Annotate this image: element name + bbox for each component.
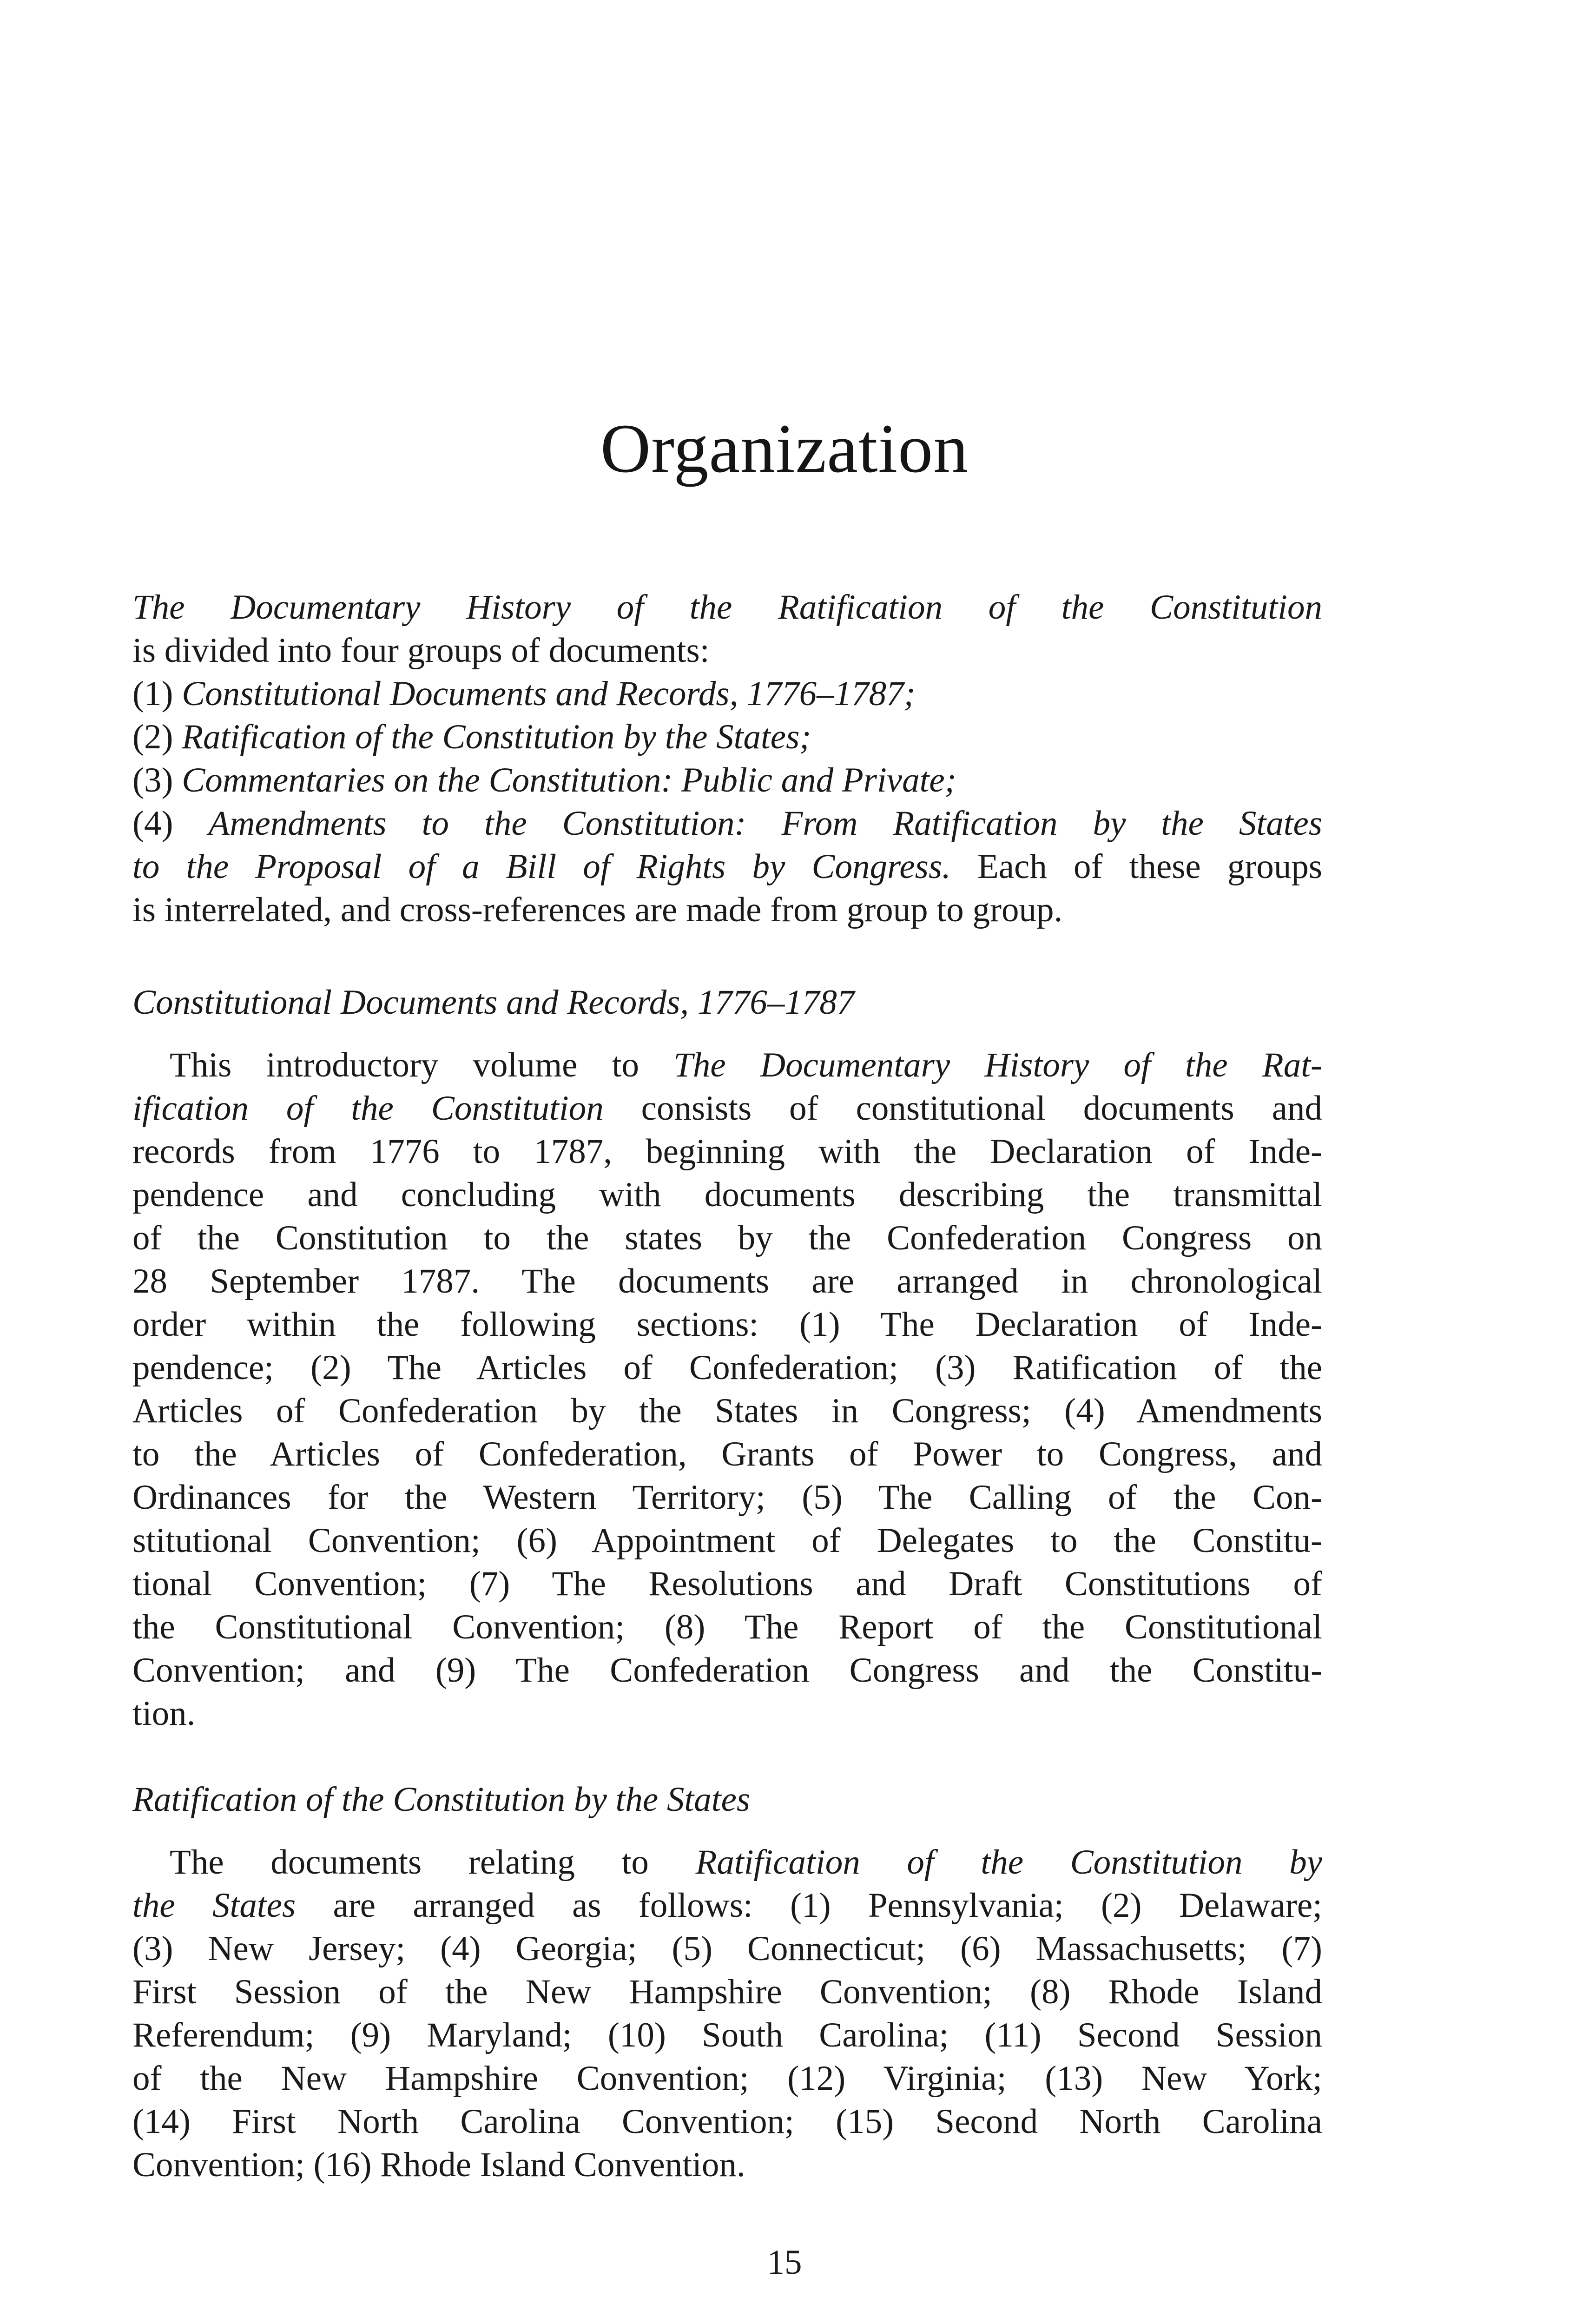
section-1-line-2-italic: ification of the Constitution [132, 1089, 604, 1128]
section-1-line: to the Articles of Confederation, Grants of Power to Congress, and [132, 1435, 1322, 1473]
section-2-line: (3) New Jersey; (4) Georgia; (5) Connecticut; (6) Massachusetts; (7) [132, 1929, 1322, 1968]
section-1-line: of the Constitution to the states by the Confederation Congress on [132, 1219, 1322, 1257]
group-3-title: Commentaries on the Constitution: Public and Private; [182, 761, 956, 799]
intro-series-title: The Documentary History of the Ratification of the Constitution [132, 588, 1322, 627]
section-2-lead-italic: Ratification of the Constitution by [695, 1843, 1323, 1882]
page-title: Organization [600, 410, 969, 487]
section-2-last-line: Convention; (16) Rhode Island Convention. [132, 2146, 745, 2184]
section-1-line-1 [132, 1043, 1322, 1087]
intro-line-2: is divided into four groups of documents: [132, 631, 710, 670]
section-2-line: of the New Hampshire Convention; (12) Virginia; (13) New York; [132, 2059, 1322, 2098]
section-1-line: the Constitutional Convention; (8) The Report of the Constitutional [132, 1608, 1322, 1646]
section-1-line: pendence; (2) The Articles of Confederation; (3) Ratification of the [132, 1348, 1322, 1387]
section-1-line: tional Convention; (7) The Resolutions and Draft Constitutions of [132, 1565, 1322, 1603]
section-2-lead: The documents relating to [170, 1843, 649, 1882]
group-1-number: (1) [132, 674, 173, 713]
group-4-line-a [132, 802, 1322, 845]
group-4-title-a: Amendments to the Constitution: From Ratification by the States [208, 804, 1323, 843]
group-2-number: (2) [132, 718, 173, 756]
section-2-line-2-rest: are arranged as follows: (1) Pennsylvania; (2) Delaware; [333, 1886, 1322, 1925]
section-1-line: Convention; and (9) The Confederation Congress and the Constitu- [132, 1651, 1322, 1690]
group-4-number: (4) [132, 804, 173, 843]
section-2-paragraph [132, 1841, 1322, 2186]
section-1-line: Articles of Confederation by the States in Congress; (4) Amendments [132, 1392, 1322, 1430]
section-1-line-2-rest: consists of constitutional documents and [641, 1089, 1322, 1128]
group-2-title: Ratification of the Constitution by the States; [182, 718, 811, 756]
intro-paragraph [132, 586, 1322, 931]
section-2-line: Referendum; (9) Maryland; (10) South Carolina; (11) Second Session [132, 2016, 1322, 2054]
group-4-tail: Each of these groups [977, 847, 1323, 886]
section-2-line: (14) First North Carolina Convention; (15) Second North Carolina [132, 2102, 1322, 2141]
group-3 [132, 759, 1322, 802]
section-1-lead: This introductory volume to [170, 1046, 639, 1084]
section-2-line-2 [132, 1884, 1322, 1927]
section-1-last-line: tion. [132, 1694, 196, 1733]
group-2 [132, 715, 1322, 759]
section-1-line: pendence and concluding with documents describing the transmittal [132, 1175, 1322, 1214]
group-4-line-b [132, 845, 1322, 888]
group-1 [132, 672, 1322, 715]
section-1-line-2 [132, 1087, 1322, 1130]
section-2-line-1 [132, 1841, 1322, 1884]
section-heading-ratification-by-states: Ratification of the Constitution by the States [132, 1780, 751, 1819]
section-1-line: records from 1776 to 1787, beginning with the Declaration of Inde- [132, 1132, 1322, 1171]
group-4-title-b: to the Proposal of a Bill of Rights by Congress. [132, 847, 951, 886]
group-3-number: (3) [132, 761, 173, 799]
section-1-line: 28 September 1787. The documents are arranged in chronological [132, 1262, 1322, 1301]
section-1-line: Ordinances for the Western Territory; (5) The Calling of the Con- [132, 1478, 1322, 1517]
section-2-line-2-italic: the States [132, 1886, 296, 1925]
section-1-paragraph [132, 1043, 1322, 1735]
intro-line-1 [132, 586, 1322, 629]
group-1-title: Constitutional Documents and Records, 1776–1787; [182, 674, 916, 713]
intro-closing: is interrelated, and cross-references are made from group to group. [132, 891, 1063, 929]
section-1-lead-italic: The Documentary History of the Rat- [673, 1046, 1323, 1084]
section-2-line: First Session of the New Hampshire Convention; (8) Rhode Island [132, 1973, 1322, 2011]
section-1-line: stitutional Convention; (6) Appointment of Delegates to the Constitu- [132, 1521, 1322, 1560]
section-heading-constitutional-documents: Constitutional Documents and Records, 1776–1787 [132, 983, 855, 1022]
page-number: 15 [767, 2243, 802, 2282]
section-1-line: order within the following sections: (1) The Declaration of Inde- [132, 1305, 1322, 1344]
